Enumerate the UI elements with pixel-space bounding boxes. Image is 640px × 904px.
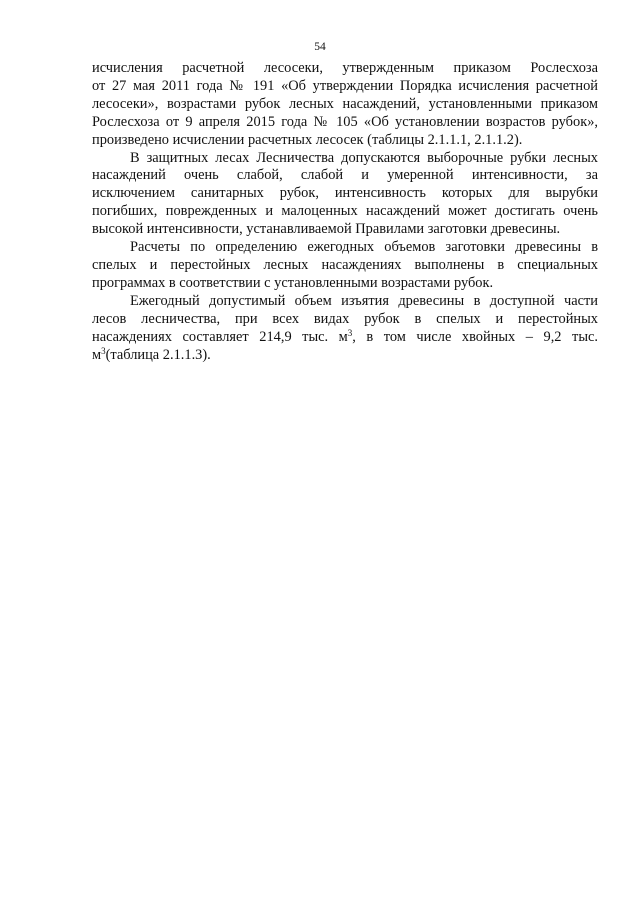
text-line: Рослесхоза от 9 апреля 2015 года № 105 «Об установлении возрастов рубок», [92,113,598,130]
text-line: В защитных лесах Лесничества допускаются выборочные рубки лесных [130,149,598,166]
paragraph-3 [92,239,598,293]
text-body [92,60,598,364]
text-fragment: (таблица 2.1.1.3). [105,346,211,363]
paragraph-2 [92,150,598,240]
text-line: насаждений очень слабой, слабой и умеренной интенсивности, за [92,167,598,184]
text-line: спелых и перестойных лесных насаждениях выполнены в специальных [92,256,598,273]
text-line: исключением санитарных рубок, интенсивность которых для вырубки [92,185,598,202]
superscript: 3 [101,345,106,356]
text-line: высокой интенсивности, устанавливаемой Правилами заготовки древесины. [92,221,561,238]
text-line: исчисления расчетной лесосеки, утвержденным приказом Рослесхоза [92,60,598,76]
text-line [92,329,598,347]
text-fragment: насаждениях составляет 214,9 тыс. м [92,328,348,345]
text-line: произведено исчислении расчетных лесосек (таблицы 2.1.1.1, 2.1.1.2). [92,131,523,148]
text-fragment: , в том числе хвойных – 9,2 тыс. [352,328,598,345]
text-fragment: м [92,346,102,363]
text-line: от 27 мая 2011 года № 191 «Об утверждении Порядка исчисления расчетной [92,77,598,94]
paragraph-4 [92,293,598,365]
text-line: программах в соответствии с установленными возрастами рубок. [92,274,494,291]
text-line: погибших, поврежденных и малоценных насаждений может достигать очень [92,203,598,220]
text-line: лесов лесничества, при всех видах рубок в спелых и перестойных [92,310,598,327]
text-line: лесосеки», возрастами рубок лесных насаждений, установленными приказом [92,95,598,112]
text-line: Ежегодный допустимый объем изъятия древесины в доступной части [130,292,598,309]
text-line: Расчеты по определению ежегодных объемов заготовки древесины в [130,239,598,256]
superscript: 3 [347,327,353,338]
paragraph-1 [92,60,598,150]
page-number: 54 [314,41,326,53]
text-line [92,347,598,365]
